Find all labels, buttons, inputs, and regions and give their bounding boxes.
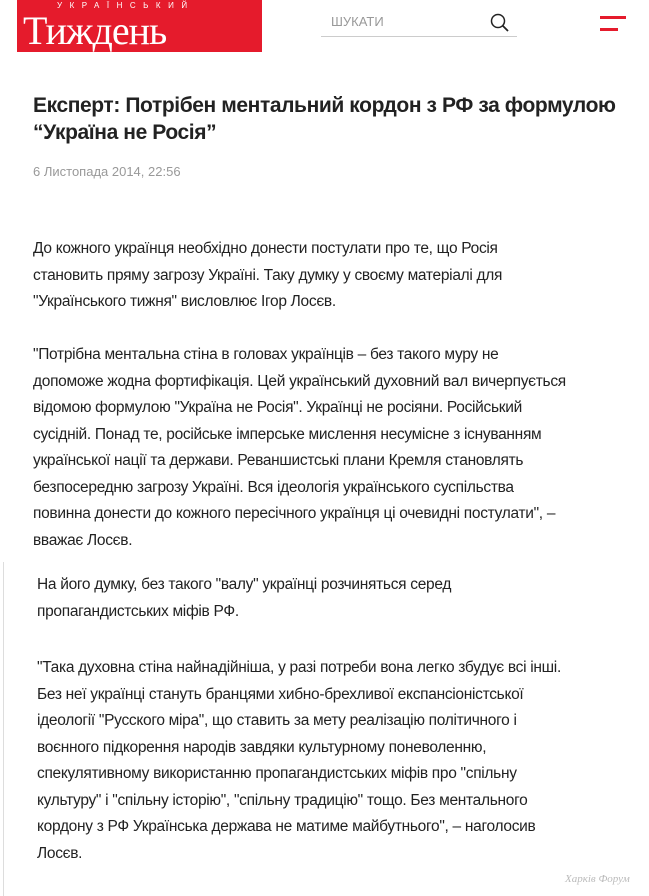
text-line: повинна донести до кожного пересічного українця ці очевидні постулати", –	[33, 505, 556, 522]
article-paragraph	[37, 572, 451, 625]
text-line: вважає Лосєв.	[33, 531, 133, 549]
search-icon[interactable]	[489, 12, 511, 34]
search-placeholder: ШУКАТИ	[331, 14, 384, 29]
text-line: воєнного підкорення народів завдяки культурному поневоленню,	[37, 738, 487, 756]
search-input[interactable]	[321, 8, 517, 37]
text-line: допоможе жодна фортифікація. Цей український духовний вал вичерпується	[33, 372, 566, 390]
article-paragraph	[33, 236, 502, 316]
text-line: "Така духовна стіна найнадійніша, у разі потреби вона легко збудує всі інші.	[37, 659, 561, 676]
article-title: Експерт: Потрібен ментальний кордон з РФ за формулою “Україна не Росія”	[33, 94, 616, 144]
divider	[3, 562, 4, 896]
text-line: кордону з РФ Українська держава не матиме майбутнього", – наголосив	[37, 818, 536, 835]
article-paragraph	[33, 342, 566, 554]
logo-subtitle: УКРАЇНСЬКИЙ	[57, 1, 195, 10]
text-line: української нації та держави. Реваншистські плани Кремля становлять	[33, 452, 524, 469]
text-line: культуру" і "спільну історію", "спільну традицію" тощо. Без ментального	[37, 791, 528, 809]
text-line: Без неї українці стануть бранцями хибно-брехливої експансіоністської	[37, 685, 524, 703]
logo-title: Тиждень	[23, 8, 167, 52]
text-line: Лосєв.	[37, 844, 83, 862]
text-line: спекулятивному використанню пропагандистських міфів про "спільну	[37, 765, 517, 782]
watermark: Харків Форум	[565, 873, 630, 885]
text-line: відомою формулою "Україна не Росія". Українці не росіяни. Російський	[33, 399, 522, 416]
text-line: "Українського тижня" висловлює Ігор Лосєв.	[33, 293, 336, 310]
text-line: "Потрібна ментальна стіна в головах українців – без такого муру не	[33, 346, 499, 363]
text-line: ідеології "Русского міра", що ставить за мету реалізацію політичного і	[37, 712, 517, 729]
site-logo[interactable]	[17, 0, 262, 52]
text-line: сусідній. Понад те, російське імперське мислення несумісне з існуванням	[33, 425, 542, 443]
text-line: пропагандистських міфів РФ.	[37, 602, 239, 620]
hamburger-icon[interactable]	[600, 16, 626, 40]
article-paragraph	[37, 655, 561, 867]
text-line: До кожного українця необхідно донести постулати про те, що Росія	[33, 240, 498, 257]
article-date: 6 Листопада 2014, 22:56	[33, 164, 181, 179]
text-line: безпосередню загрозу Україні. Вся ідеологія українського суспільства	[33, 478, 514, 496]
text-line: становить пряму загрозу Україні. Таку думку у своєму матеріалі для	[33, 266, 503, 284]
text-line: На його думку, без такого "валу" українці розчиняться серед	[37, 576, 452, 593]
